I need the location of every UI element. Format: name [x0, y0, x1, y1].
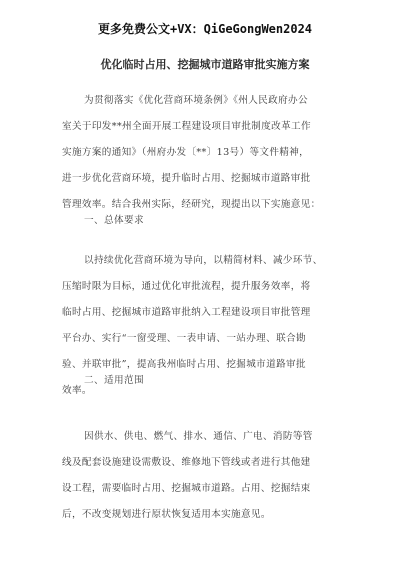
section1-line: 临时占用、挖掘城市道路审批纳入工程建设项目审批管理: [62, 307, 311, 318]
section1-line: 效率。: [62, 385, 92, 396]
intro-line: 为贯彻落实《优化营商环境条例》《州人民政府办公: [84, 95, 308, 106]
section1-line: 平台办、实行“一窗受理、一表申请、一站办理、联合勘: [62, 333, 306, 344]
intro-line: 管理效率。结合我州实际，经研究，现提出以下实施意见：: [62, 199, 321, 210]
intro-paragraph: [62, 88, 354, 218]
watermark-banner: 更多免费公文+VX：QiGeGongWen2024: [97, 22, 313, 36]
section1-line: 以持续优化营商环境为导向，以精简材料、减少环节、: [84, 255, 323, 266]
section-heading-general-requirements: 一、总体要求: [84, 215, 144, 226]
intro-line: 进一步优化营商环境，提升临时占用、挖掘城市道路审批: [62, 173, 311, 184]
section2-line: 线及配套设施建设需敷设、维修地下管线或者进行其他建: [62, 457, 311, 468]
section2-line: 因供水、供电、燃气、排水、通信、广电、消防等管: [84, 431, 313, 442]
intro-line: 实施方案的通知》（州府办发〔**〕13号）等文件精神，: [62, 147, 310, 158]
section2-paragraph: [62, 424, 354, 528]
section2-line: 后，不改变规划进行原状恢复适用本实施意见。: [62, 509, 271, 520]
document-title: 优化临时占用、挖掘城市道路审批实施方案: [100, 58, 310, 71]
section1-line: 压缩时限为目标，通过优化审批流程，提升服务效率，将: [62, 281, 311, 292]
intro-line: 室关于印发**州全面开展工程建设项目审批制度改革工作: [62, 121, 311, 132]
section1-line: 验、并联审批”，提高我州临时占用、挖掘城市道路审批: [62, 359, 306, 370]
section2-line: 设工程，需要临时占用、挖掘城市道路。占用、挖掘结束: [62, 483, 311, 494]
section-heading-scope: 二、适用范围: [84, 375, 144, 386]
